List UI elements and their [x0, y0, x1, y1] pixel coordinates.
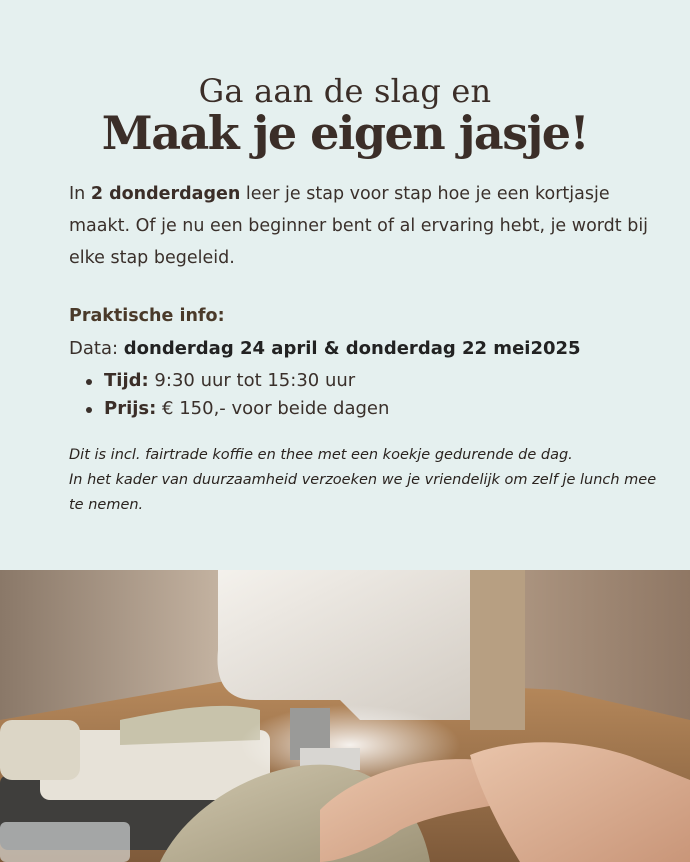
intro-text-1: In	[69, 184, 91, 204]
date-value: donderdag 24 april & donderdag 22 mei2025	[123, 338, 581, 359]
photo-plastic-box	[0, 822, 130, 862]
note-text	[69, 443, 659, 518]
eyebrow-title: Ga aan de slag en	[198, 72, 492, 110]
time-value: 9:30 uur tot 15:30 uur	[148, 370, 356, 391]
list-item-time	[84, 367, 389, 395]
intro-text-2: leer je stap voor stap hoe je een kortjasje maakt. Of je nu een beginner bent of al ervaring hebt, je wordt bij elke stap begeleid.	[69, 184, 649, 268]
date-label: Data:	[69, 338, 124, 359]
headline: Maak je eigen jasje!	[101, 106, 589, 160]
intro-paragraph	[69, 178, 654, 274]
price-value: € 150,- voor beide dagen	[156, 398, 390, 419]
price-label: Prijs:	[104, 398, 157, 419]
note-line-2: In het kader van duurzaamheid verzoeken we je vriendelijk om zelf je lunch mee te nemen.	[69, 472, 657, 513]
info-list	[84, 367, 389, 423]
note-line-1: Dit is incl. fairtrade koffie en thee met een koekje gedurende de dag.	[69, 447, 573, 463]
photo-illustration	[0, 570, 690, 862]
date-line	[69, 338, 581, 359]
photo-machine-side	[470, 570, 525, 730]
info-heading: Praktische info:	[69, 306, 225, 326]
photo-fabric-stack	[0, 720, 80, 780]
time-label: Tijd:	[104, 370, 149, 391]
sewing-machine-photo	[0, 570, 690, 862]
list-item-price	[84, 395, 389, 423]
intro-bold: 2 donderdagen	[90, 184, 241, 204]
